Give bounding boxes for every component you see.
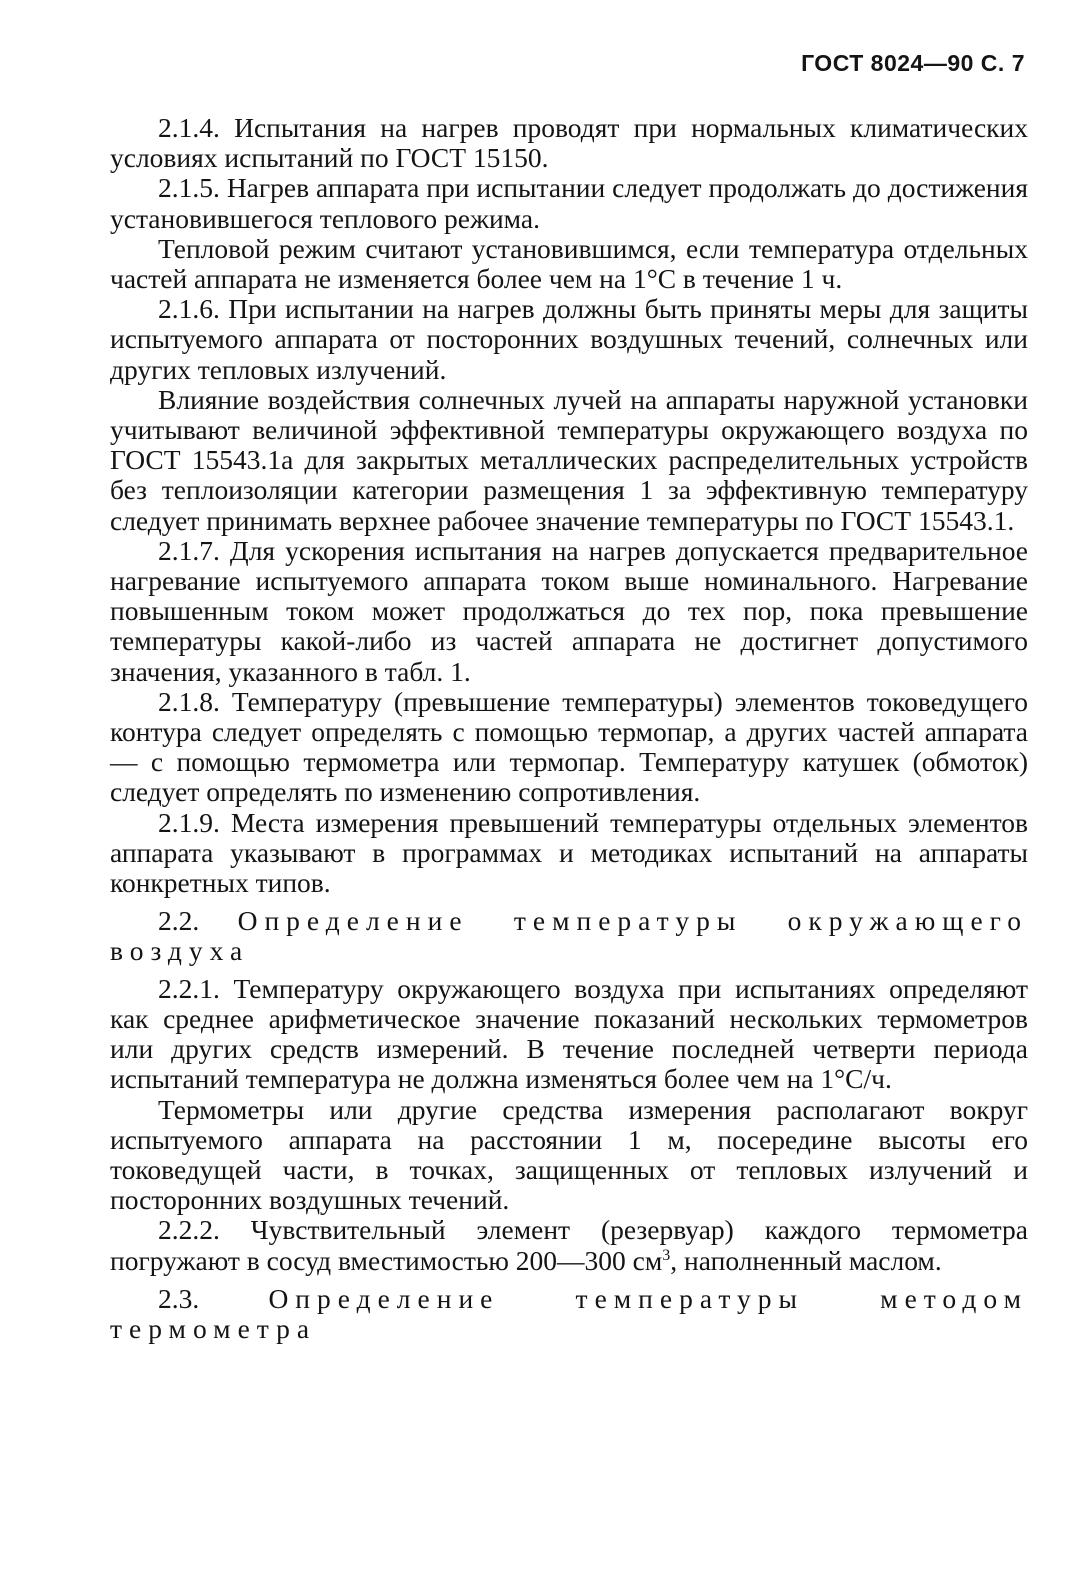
page-header: ГОСТ 8024—90 С. 7 [801, 50, 1025, 76]
paragraph-2-2-1: 2.2.1. Температуру окружающего воздуха при испытаниях определяют как среднее арифметическое значение показаний нескольких термометров или других средств измерений. В течение последней четверти периода испытаний температура не должна изменяться более чем на 1°С/ч. [110, 972, 1028, 1095]
paragraph-2-1-7: 2.1.7. Для ускорения испытания на нагрев допускается предварительное нагревание испытуемого аппарата током выше номинального. Нагревание повышенным током может продолжаться до тех пор, пока превышение температуры какой-либо из частей аппарата не достигнет допустимого значения, указанного в табл. 1. [110, 534, 1028, 687]
section-heading-2-2 [110, 906, 1028, 966]
section-heading-2-3 [110, 1284, 1028, 1344]
paragraph-2-1-4: 2.1.4. Испытания на нагрев проводят при нормальных климатических условиях испытаний по ГОСТ 15150. [110, 112, 1028, 174]
paragraph-2-1-9: 2.1.9. Места измерения превышений температуры отдельных элементов аппарата указывают в программах и методиках испытаний на аппараты конкретных типов. [110, 806, 1028, 899]
paragraph-2-2-2 [110, 1215, 1028, 1275]
section-title: Определение температуры окружающего воздуха [110, 905, 1028, 967]
paragraph-2-1-6: 2.1.6. При испытании на нагрев должны быть приняты меры для защиты испытуемого аппарата от посторонних воздушных течений, солнечных или других тепловых излучений. [110, 293, 1028, 385]
paragraph-2-1-5: 2.1.5. Нагрев аппарата при испытании следует продолжать до достижения установившегося теплового режима. [110, 172, 1028, 234]
paragraph-text: 2.2.2. Чувствительный элемент (резервуар) каждого термометра погружают в сосуд вместимостью 200—300 см [110, 1214, 1028, 1276]
superscript: 3 [662, 1246, 671, 1264]
paragraph-2-1-8: 2.1.8. Температуру (превышение температуры) элементов токоведущего контура следует определять с помощью термопар, а других частей аппарата — с помощью термометра или термопар. Температуру катушек (обмоток) следует определять по изменению сопротивления. [110, 685, 1028, 808]
paragraph-text-end: , наполненный маслом. [670, 1244, 942, 1276]
section-number: 2.3. [158, 1282, 200, 1314]
paragraph-thermometers-placement: Термометры или другие средства измерения располагают вокруг испытуемого аппарата на расстоянии 1 м, посередине высоты его токоведущей части, в точках, защищенных от тепловых излучений и посторонних воздушных течений. [110, 1093, 1028, 1216]
section-title: Определение температуры методом термометра [110, 1282, 1029, 1344]
document-body [110, 113, 1028, 1351]
section-number: 2.2. [158, 905, 200, 937]
paragraph-solar-influence: Влияние воздействия солнечных лучей на аппараты наружной установки учитывают величиной эффективной температуры окружающего воздуха по ГОСТ 15543.1а для закрытых металлических распределительных устройств без теплоизоляции категории размещения 1 за эффективную температуру следует принимать верхнее рабочее значение температуры по ГОСТ 15543.1. [110, 383, 1028, 536]
paragraph-thermal-mode: Тепловой режим считают установившимся, если температура отдельных частей аппарата не изменяется более чем на 1°С в течение 1 ч. [110, 232, 1028, 295]
